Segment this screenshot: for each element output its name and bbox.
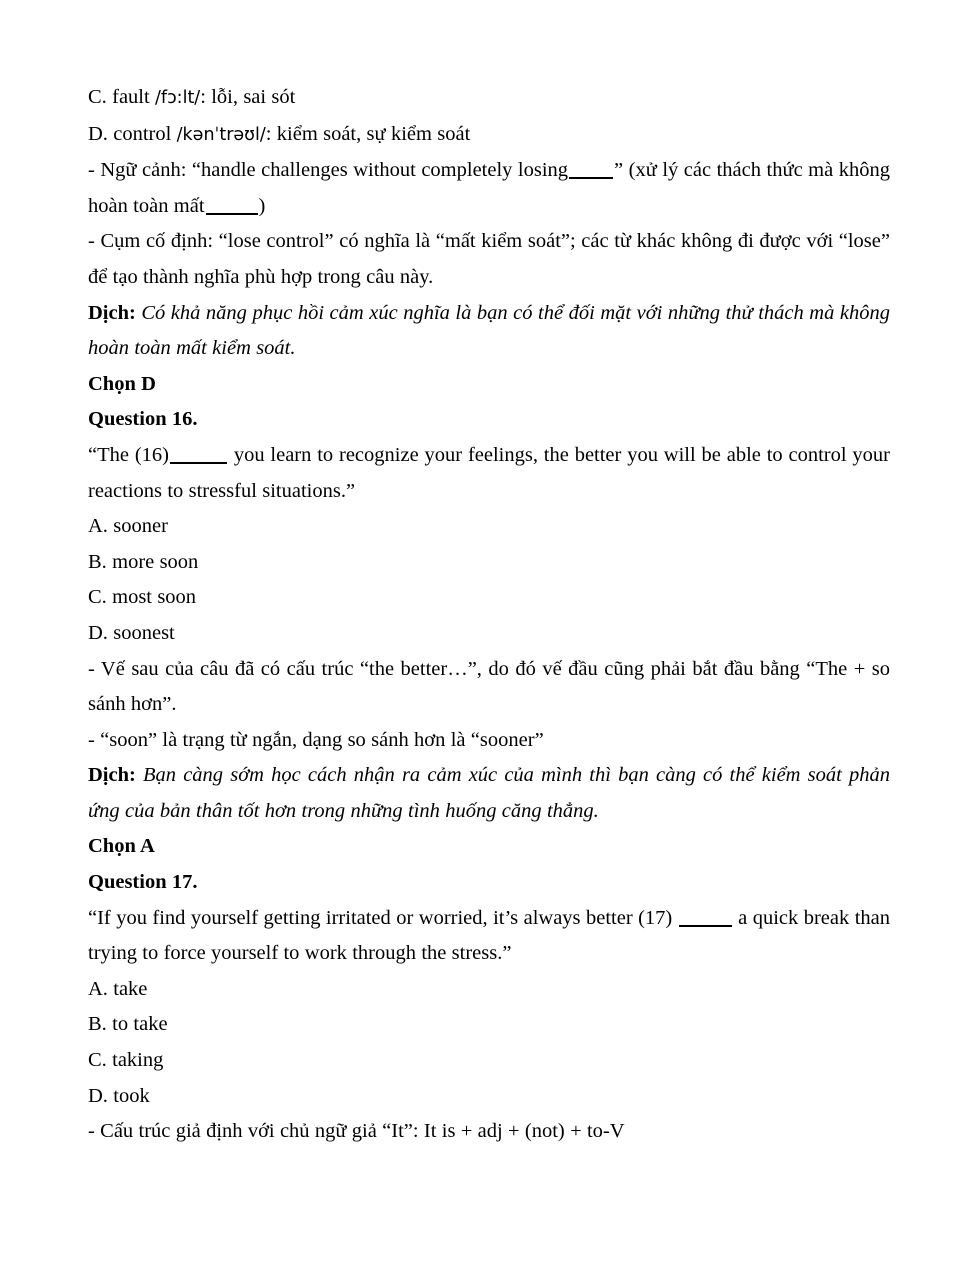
option-line-q17-c: C. taking [88, 1049, 164, 1072]
answer-choice-line-15: Chọn D [88, 372, 156, 395]
question-heading-17: Question 17. [88, 871, 198, 894]
option-gloss-control: : kiểm soát, sự kiểm soát [265, 122, 471, 145]
q17-stem-part-1: “If you find yourself getting irritated or worried, it’s always better (17) [88, 906, 673, 929]
answer-blank-q16 [170, 445, 227, 464]
context-text-part-2: ” (xử lý các thách thức mà không hoàn toàn mất [88, 159, 890, 217]
answer-blank-context-1 [569, 160, 613, 179]
translation-spacer [136, 764, 143, 786]
option-line-q17-a: A. take [88, 977, 148, 1000]
question-stem-16 [88, 438, 890, 509]
answer-blank-context-2 [206, 195, 258, 214]
option-gloss-fault: : lỗi, sai sót [200, 86, 296, 108]
question-heading-16: Question 16. [88, 408, 198, 431]
context-text-part-1: - Ngữ cảnh: “handle challenges without completely losing [88, 159, 569, 182]
translation-text-15: Có khả năng phục hồi cảm xúc nghĩa là bạn có thể đối mặt với những thử thách mà không hoàn toàn mất kiểm soát. [88, 301, 890, 360]
option-line-q16-d: D. soonest [88, 621, 175, 644]
q16-stem-part-2: you learn to recognize your feelings, the better you will be able to control your reactions to stressful situations.” [88, 443, 890, 502]
option-line-q17-b: B. to take [88, 1013, 168, 1036]
q17-stem-part-2: a quick break than trying to force yourself to work through the stress.” [88, 906, 890, 965]
option-line-q16-b: B. more soon [88, 550, 199, 573]
explanation-structure-q17: - Cấu trúc giả định với chủ ngữ giả “It”: It is + adj + (not) + to-V [88, 1120, 625, 1143]
translation-label: Dịch: [88, 764, 136, 787]
translation-text-16: Bạn càng sớm học cách nhận ra cảm xúc của mình thì bạn càng có thể kiểm soát phản ứng của bản thân tốt hơn trong những tình huống căng thẳng. [88, 764, 890, 822]
option-line-d-control [88, 117, 890, 154]
context-text-part-3: ) [258, 194, 266, 217]
option-text-control-pre: D. control [88, 122, 177, 145]
explanation-context [88, 153, 890, 224]
document-text-column [88, 80, 890, 1150]
translation-line-15 [88, 296, 890, 367]
explanation-collocation: - Cụm cố định: “lose control” có nghĩa là “mất kiểm soát”; các từ khác không đi được với “lose” để tạo thành nghĩa phù hợp trong câu này. [88, 230, 890, 288]
translation-line-16 [88, 758, 890, 829]
question-stem-17 [88, 901, 890, 972]
option-line-c-fault [88, 80, 890, 117]
explanation-comparative-q16: - “soon” là trạng từ ngắn, dạng so sánh hơn là “sooner” [88, 728, 544, 751]
answer-blank-q17 [679, 907, 732, 926]
option-text-fault-pre: C. fault [88, 86, 156, 108]
option-line-q16-c: C. most soon [88, 586, 197, 609]
explanation-structure-q16: - Vế sau của câu đã có cấu trúc “the better…”, do đó vế đầu cũng phải bắt đầu bằng “The + so sánh hơn”. [88, 657, 890, 716]
answer-choice-line-16: Chọn A [88, 835, 155, 858]
ipa-transcription-fault: /fɔ:lt/ [155, 88, 201, 108]
q16-stem-part-1: “The (16) [88, 443, 169, 466]
option-line-q17-d: D. took [88, 1084, 150, 1107]
option-line-q16-a: A. sooner [88, 515, 168, 538]
translation-label: Dịch: [88, 301, 136, 324]
ipa-transcription-control: /kənˈtrəʊl/ [176, 124, 266, 145]
